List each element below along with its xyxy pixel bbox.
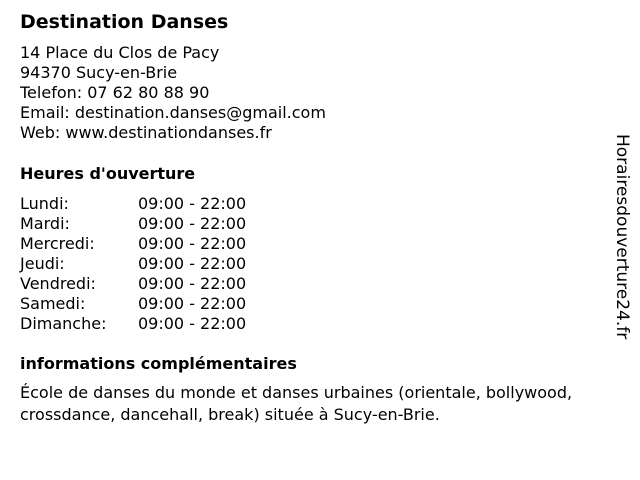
business-name: Destination Danses — [20, 11, 229, 33]
info-description: École de danses du monde et danses urbaines (orientale, bollywood, crossdance, dancehall, break) située à Sucy-en-Brie. — [20, 383, 573, 424]
hours-heading: Heures d'ouverture — [20, 164, 196, 183]
watermark-text: Horairesdouverture24.fr — [612, 134, 632, 340]
day-time: 09:00 - 22:00 — [138, 254, 247, 273]
hours-row-sunday — [20, 314, 246, 334]
day-label: Vendredi: — [20, 274, 96, 293]
hours-row-monday — [20, 194, 246, 214]
address-line1: 14 Place du Clos de Pacy — [20, 43, 220, 62]
address-line2: 94370 Sucy-en-Brie — [20, 63, 178, 82]
hours-row-thursday — [20, 254, 246, 274]
web-text[interactable]: Web: www.destinationdanses.fr — [20, 123, 272, 142]
day-time: 09:00 - 22:00 — [138, 274, 247, 293]
hours-table — [20, 194, 246, 334]
phone-text[interactable]: Telefon: 07 62 80 88 90 — [20, 83, 210, 102]
day-time: 09:00 - 22:00 — [138, 314, 247, 333]
hours-row-tuesday — [20, 214, 246, 234]
day-label: Mercredi: — [20, 234, 95, 253]
hours-row-friday — [20, 274, 246, 294]
day-label: Dimanche: — [20, 314, 107, 333]
info-heading: informations complémentaires — [20, 354, 297, 373]
hours-row-wednesday — [20, 234, 246, 254]
day-label: Mardi: — [20, 214, 70, 233]
hours-row-saturday — [20, 294, 246, 314]
day-time: 09:00 - 22:00 — [138, 294, 247, 313]
day-label: Samedi: — [20, 294, 86, 313]
day-time: 09:00 - 22:00 — [138, 234, 247, 253]
day-label: Lundi: — [20, 194, 69, 213]
contact-block — [20, 43, 326, 143]
email-text[interactable]: Email: destination.danses@gmail.com — [20, 103, 326, 122]
day-time: 09:00 - 22:00 — [138, 194, 247, 213]
day-time: 09:00 - 22:00 — [138, 214, 247, 233]
day-label: Jeudi: — [20, 254, 65, 273]
